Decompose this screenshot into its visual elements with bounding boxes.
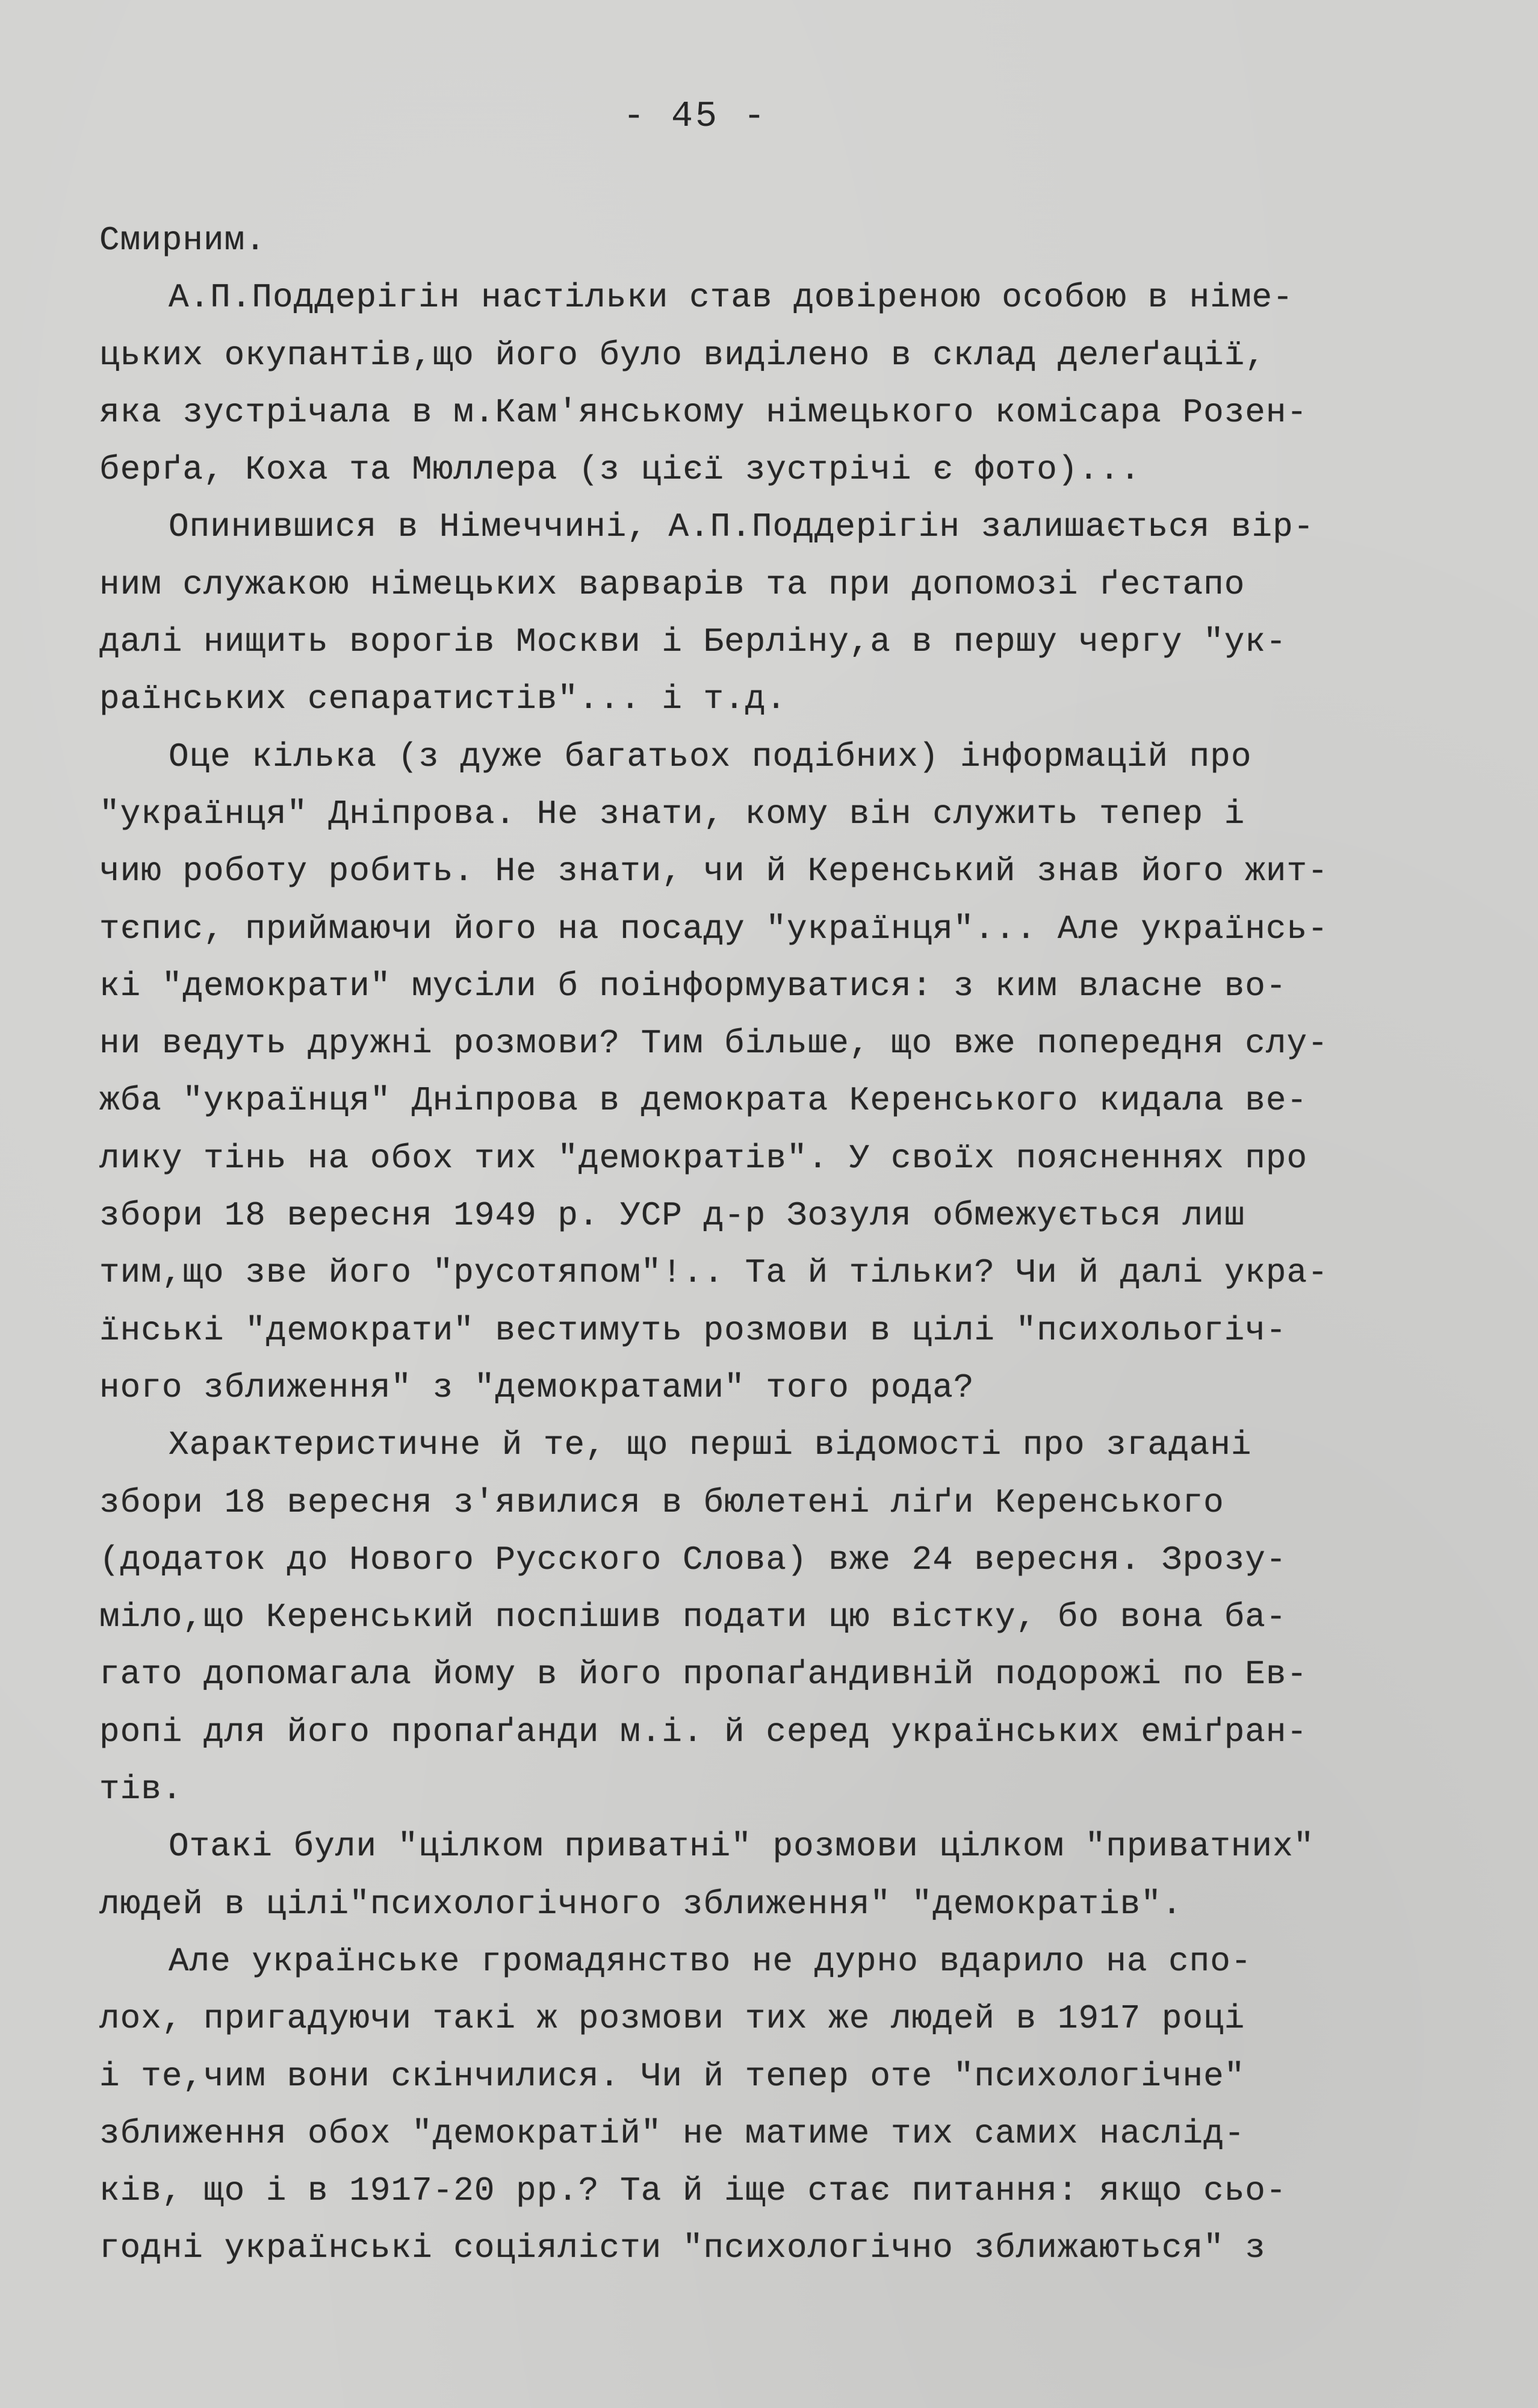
text-line: і те,чим вони скінчилися. Чи й тепер оте "психологічне" — [99, 2056, 1245, 2096]
page-number: - 45 - — [622, 96, 768, 137]
text-line: ним служакою німецьких варварів та при допомозі ґестапо — [99, 565, 1245, 604]
text-line: цьких окупантів,що його було виділено в склад делеґації, — [99, 335, 1266, 374]
text-line: кі "демократи" мусіли б поінформуватися: з ким власне во- — [99, 966, 1287, 1005]
text-line: раїнських сепаратистів"... і т.д. — [99, 680, 787, 719]
document-body — [99, 212, 1460, 2277]
text-line: "українця" Дніпрова. Не знати, кому він служить тепер і — [99, 794, 1245, 833]
text-line: далі нищить ворогів Москви і Берліну,а в першу чергу "ук- — [99, 622, 1287, 662]
text-line: ни ведуть дружні розмови? Тим більше, що вже попередня слу- — [99, 1024, 1329, 1063]
text-line: годні українські соціялісти "психологічно зближаються" з — [99, 2229, 1266, 2268]
text-line: тів. — [99, 1770, 183, 1809]
text-line: А.П.Поддерігін настільки став довіреною особою в німе- — [169, 278, 1294, 317]
text-line: лох, пригадуючи такі ж розмови тих же людей в 1917 році — [99, 1999, 1245, 2038]
text-line: гато допомагала йому в його пропаґандивній подорожі по Ев- — [99, 1655, 1308, 1694]
text-line: Характеристичне й те, що перші відомості про згадані — [169, 1426, 1252, 1465]
text-line: збори 18 вересня з'явилися в бюлетені ліґи Керенського — [99, 1483, 1224, 1522]
text-line: Опинившися в Німеччині, А.П.Поддерігін залишається вір- — [169, 507, 1315, 547]
text-line: тєпис, приймаючи його на посаду "українця"... Але українсь- — [99, 909, 1329, 948]
text-line: людей в цілі"психологічного зближення" "демократів". — [99, 1884, 1183, 1923]
text-line: їнські "демократи" вестимуть розмови в цілі "психольогіч- — [99, 1311, 1287, 1350]
text-line: ного зближення" з "демократами" того рода? — [99, 1368, 975, 1407]
text-line: чию роботу робить. Не знати, чи й Керенський знав його жит- — [99, 852, 1329, 891]
text-line: яка зустрічала в м.Кам'янському німецького комісара Розен- — [99, 393, 1308, 432]
text-line: тим,що зве його "русотяпом"!.. Та й тільки? Чи й далі укра- — [99, 1253, 1329, 1292]
text-line: берґа, Коха та Мюллера (з цієї зустрічі є фото)... — [99, 450, 1141, 489]
text-line: ропі для його пропаґанди м.і. й серед українських еміґран- — [99, 1712, 1308, 1751]
text-line: Отакі були "цілком приватні" розмови цілком "приватних" — [169, 1827, 1315, 1866]
text-line: зближення обох "демократій" не матиме тих самих наслід- — [99, 2114, 1245, 2153]
text-line: Смирним. — [99, 221, 266, 259]
text-line: збори 18 вересня 1949 р. УСР д-р Зозуля обмежується лиш — [99, 1196, 1245, 1235]
text-line: (додаток до Нового Русского Слова) вже 24 вересня. Зрозу- — [99, 1540, 1287, 1579]
text-line: жба "українця" Дніпрова в демократа Керенського кидала ве- — [99, 1081, 1308, 1120]
text-line: лику тінь на обох тих "демократів". У своїх поясненнях про — [99, 1138, 1308, 1178]
text-line: міло,що Керенський поспішив подати цю вістку, бо вона ба- — [99, 1598, 1287, 1637]
text-line: Але українське громадянство не дурно вдарило на спо- — [169, 1941, 1252, 1981]
text-line: Оце кілька (з дуже багатьох подібних) інформацій про — [169, 737, 1252, 776]
text-line: ків, що і в 1917-20 рр.? Та й іще стає питання: якщо сьо- — [99, 2171, 1287, 2211]
